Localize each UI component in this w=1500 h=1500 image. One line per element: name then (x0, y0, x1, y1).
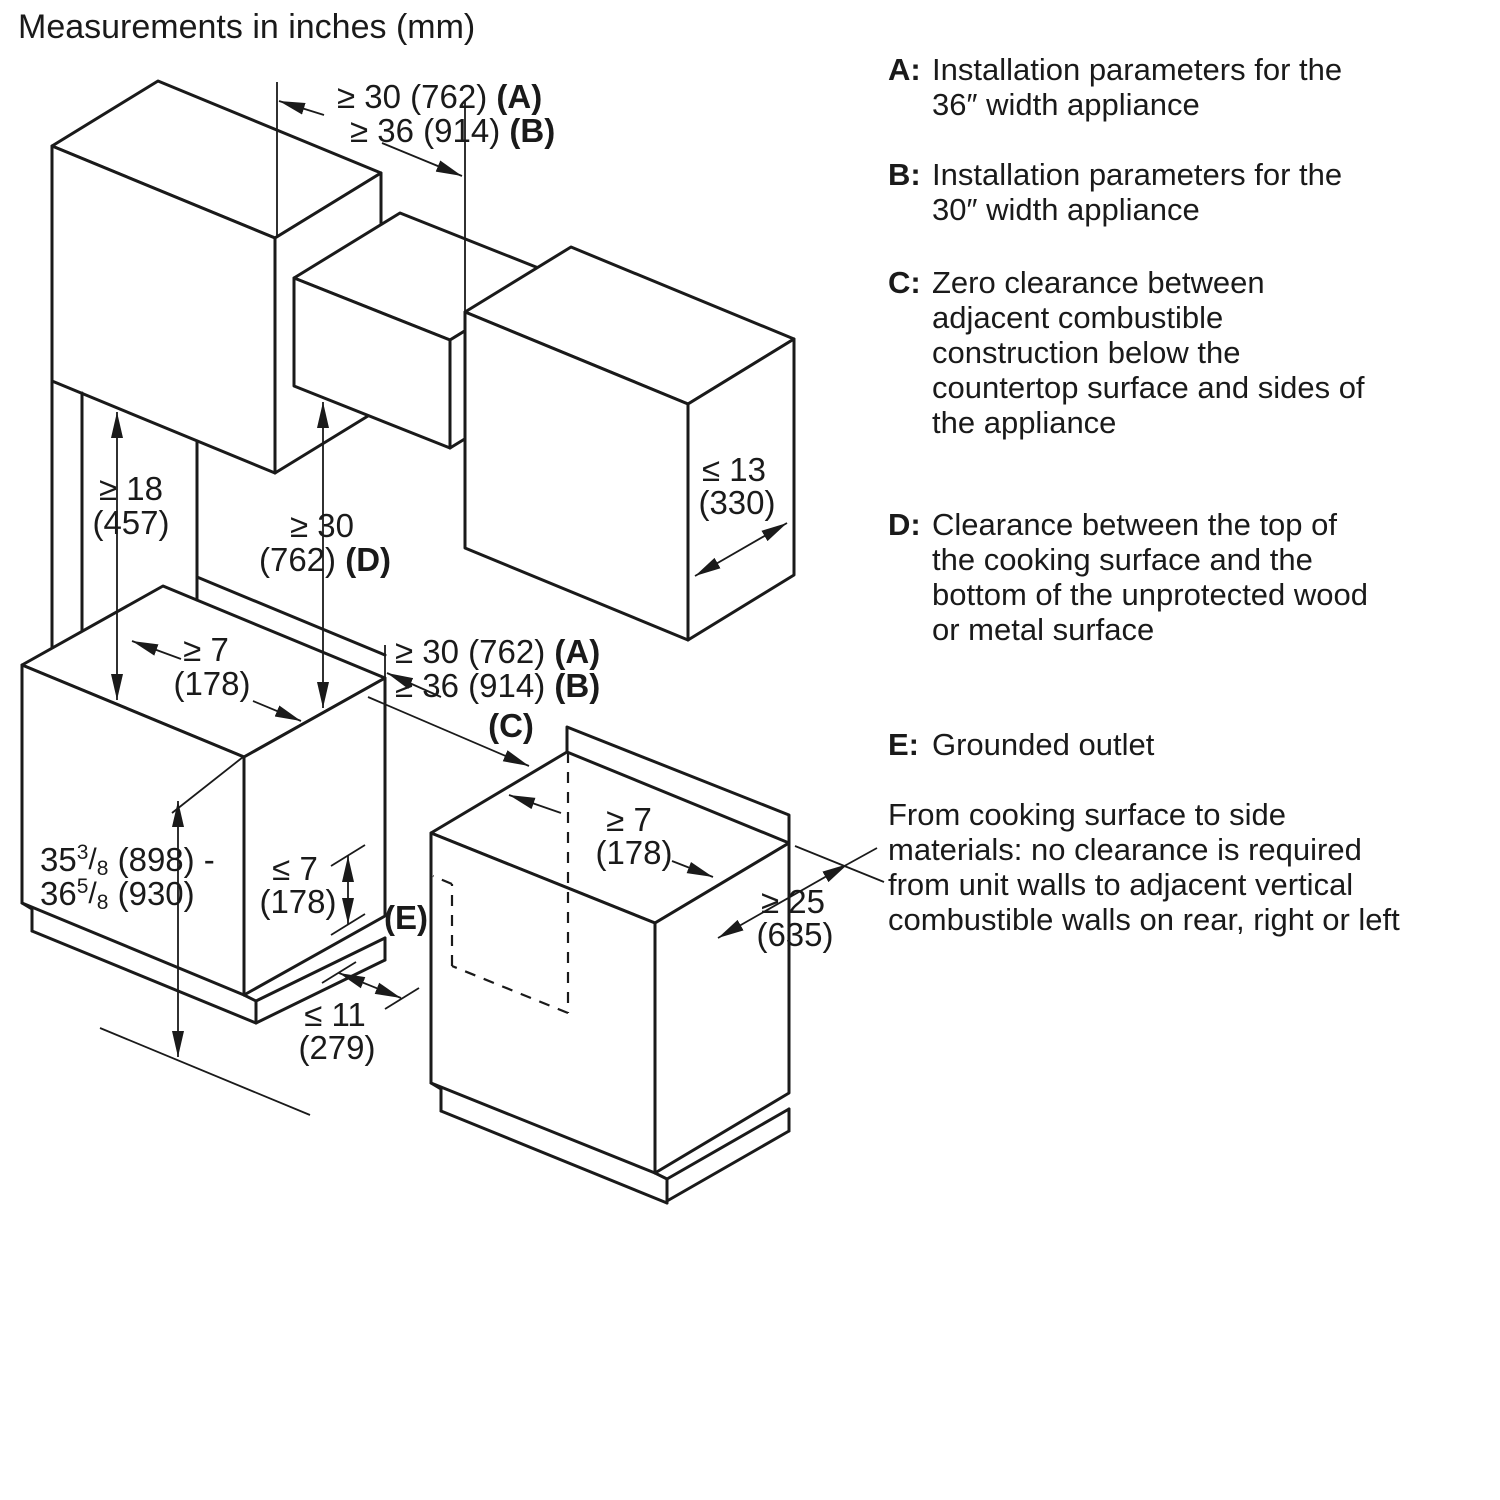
svg-text:≥ 18: ≥ 18 (99, 470, 163, 507)
legend-item-d (888, 507, 1368, 647)
svg-text:≥ 25: ≥ 25 (761, 883, 825, 920)
legend-b-line: 30″ width appliance (932, 192, 1200, 227)
legend-key-b: B: (888, 157, 921, 192)
svg-text:≥ 30: ≥ 30 (290, 507, 354, 544)
legend-item-b (888, 157, 1342, 227)
svg-text:≥ 36 (914) (B): ≥ 36 (914) (B) (395, 667, 601, 704)
svg-text:(330): (330) (698, 484, 776, 521)
svg-text:(279): (279) (298, 1029, 376, 1066)
legend-e-line: Grounded outlet (932, 727, 1155, 762)
svg-text:≥ 30 (762) (A): ≥ 30 (762) (A) (337, 78, 543, 115)
legend-d-line: the cooking surface and the (932, 542, 1313, 577)
legend-key-a: A: (888, 52, 921, 87)
svg-text:(635): (635) (756, 916, 834, 953)
svg-text:353/8 (898) -: $35^3/8$ (898) - (40, 841, 215, 880)
svg-text:(762) (D): (762) (D) (258, 541, 392, 578)
svg-text:≥ 36 (914) (B): ≥ 36 (914) (B) (350, 112, 556, 149)
legend-a-line: Installation parameters for the (932, 52, 1343, 87)
legend-d-line: bottom of the unprotected wood (932, 577, 1369, 612)
note-line: combustible walls on rear, right or left (888, 902, 1400, 937)
legend-a-line: 36″ width appliance (932, 87, 1200, 122)
page-title: Measurements in inches (mm) (18, 8, 476, 46)
svg-text:365/8 (930): $36^5/8$ (930) (40, 875, 195, 914)
svg-text:≥ 7: ≥ 7 (606, 801, 652, 838)
dim-outlet-distance (298, 962, 419, 1066)
legend-c-line: countertop surface and sides of (932, 370, 1365, 405)
legend-b-line: Installation parameters for the (932, 157, 1343, 192)
legend-item-c (888, 265, 1365, 440)
legend-key-c: C: (888, 265, 921, 300)
wall-strip (52, 381, 82, 648)
legend-c-line: construction below the (932, 335, 1241, 370)
svg-text:(C): (C) (488, 707, 534, 744)
legend-d-line: or metal surface (932, 612, 1155, 647)
svg-text:≤ 13: ≤ 13 (702, 451, 766, 488)
outlet-e-label: (E) (384, 899, 428, 936)
legend-key-d: D: (888, 507, 921, 542)
svg-text:≤ 11: ≤ 11 (304, 996, 366, 1033)
note-line: From cooking surface to side (888, 797, 1287, 832)
legend-key-e: E: (888, 727, 919, 762)
legend-c-line: Zero clearance between (932, 265, 1265, 300)
note-line: from unit walls to adjacent vertical (888, 867, 1354, 902)
legend-item-a (888, 52, 1342, 122)
svg-text:(178): (178) (259, 883, 337, 920)
note-line: materials: no clearance is required (888, 832, 1362, 867)
legend-d-line: Clearance between the top of (932, 507, 1337, 542)
svg-text:≥ 30 (762) (A): ≥ 30 (762) (A) (395, 633, 601, 670)
legend-c-line: the appliance (932, 405, 1117, 440)
floor-line (100, 1028, 310, 1115)
svg-text:(178): (178) (173, 665, 251, 702)
wall-cabinet-box (465, 247, 794, 640)
svg-text:≥ 7: ≥ 7 (183, 631, 229, 668)
svg-text:(457): (457) (92, 504, 170, 541)
clearance-note (888, 797, 1400, 937)
legend-item-e (888, 727, 1154, 762)
svg-text:(178): (178) (595, 834, 673, 871)
svg-text:≤ 7: ≤ 7 (272, 850, 318, 887)
legend-c-line: adjacent combustible (932, 300, 1224, 335)
